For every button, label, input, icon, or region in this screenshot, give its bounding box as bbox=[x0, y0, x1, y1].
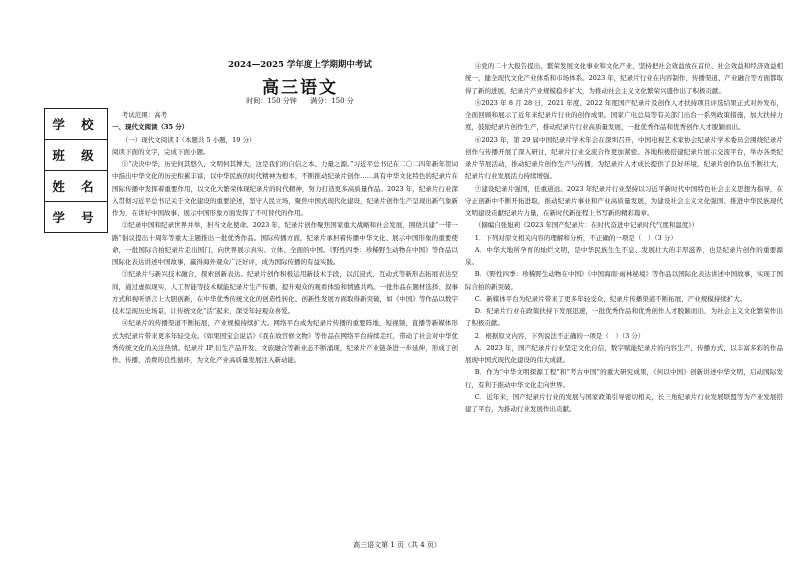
binding-school: 学 校 bbox=[44, 108, 108, 139]
passage-paragraph: ④纪录片的传播渠道不断拓展，产业规模持续扩大。网络平台成为纪录片传播的重要阵地，短视频、直播等新媒体形式为纪录片带来更多年轻受众。《如果国宝会说话》《我在故宫修文物》等作品在网络平台持续走红，带动了社会对中华优秀传统文化的关注热情。纪录片 IP 衍生产品开发、文旅融合等新业态不断涌现，纪录片产业链条进一步延伸，形成了创作、传播、消费的良性循环，为文化产业高质量发展注入新动能。 bbox=[112, 319, 458, 364]
binding-strip bbox=[44, 108, 108, 233]
question-1-option-a: A．中华大地所孕育的灿烂文明，是中华民族生生不息、发展壮大的丰厚滋养，也是纪录片创作的重要源泉。 bbox=[465, 245, 783, 266]
passage-paragraph: ②纪录中国和纪录世界并举，担当文化使命。2023 年，纪录片创作聚焦国家重大战略和社会发展，围绕共建“一带一路”倡议提出十周年等重大主题推出一批优秀作品。国际传播方面，纪录片承担着传播中华文化、展示中国形象的重要使命，一批国际合拍纪录片走出国门，向世界展示真实、立体、全面的中国。《野性四季：珍稀野生动物在中国》等作品以国际化表达讲述中国故事，赢得海外观众广泛好评，成为国际传播的有益实践。 bbox=[112, 221, 458, 266]
passage-source: （摘编自张旭莉《2023 年国产纪录片：在时代奋进中记录时代气度和温度》） bbox=[474, 221, 699, 230]
exam-scope: 考试范围：高考 bbox=[121, 111, 168, 119]
question-2-option-b: B．作为“中华文明探源工程”和“考古中国”的重大研究成果，《何以中国》创新讲述中华文明，启动国际发行，有利于推动中华文化走向世界。 bbox=[465, 368, 783, 389]
page-footer: 高三语文第 1 页（共 4 页） bbox=[353, 541, 441, 549]
exam-title: 2024—2025 学年度上学期期中考试 bbox=[228, 60, 372, 70]
time-label: 时间：150 分钟 bbox=[246, 97, 297, 105]
question-2: 2．根据原文内容，下列说法不正确的一项是（ ）（3 分） bbox=[474, 331, 645, 340]
section-heading: 一、现代文阅读（35 分） bbox=[112, 123, 189, 132]
binding-id: 学 号 bbox=[44, 201, 108, 233]
subsection-heading: （一）现代文阅读 I（本题共 5 小题，19 分） bbox=[121, 135, 256, 144]
question-1-option-d: D．纪录片行业在政策扶持下发展迅速，一批优秀作品和优秀创作人才脱颖而出，为社会主义文化繁荣作出了积极贡献。 bbox=[465, 307, 783, 328]
score-label: 满分：150 分 bbox=[310, 97, 354, 105]
question-1: 1．下列对原文相关内容的理解和分析，不正确的一项是（ ）（3 分） bbox=[474, 233, 677, 242]
exam-info bbox=[200, 96, 400, 106]
question-2-option-a: A．2023 年，国产纪录片行业坚定文化自信，数字赋能纪录片的内容生产、传播方式，以丰富多彩的作品展现中国式现代化建设的伟大成就。 bbox=[465, 343, 783, 364]
passage-paragraph: ③纪录片与新兴技术融合，探索创新表达。纪录片创作积极运用新技术手段，以沉浸式、互动式等新形态拓展表达空间，通过虚拟现实、人工智能等技术赋能纪录片生产传播，提升观众的观看体验和情感共鸣。一批作品在题材选择、叙事方式和视听语言上大胆创新，在中华优秀传统文化的创造性转化、创新性发展方面取得新突破，如《中国》等作品以数字技术呈现历史场景，让传统文化“活”起来，深受年轻观众喜爱。 bbox=[112, 270, 458, 315]
binding-class: 班 级 bbox=[44, 139, 108, 170]
right-column bbox=[465, 60, 783, 415]
question-1-option-c: C．新媒体平台为纪录片带来了更多年轻受众，纪录片传播渠道不断拓展，产业规模持续扩大。 bbox=[474, 294, 747, 303]
left-column bbox=[112, 109, 458, 366]
passage-paragraph: ⑦建设纪录片强国，任重道远。2023 年纪录片行业坚持以习近平新时代中国特色社会主义思想为指导，在守正创新中不断开拓进取，推动纪录片事业和产业高质量发展，为建设社会主义文化强国、推进中华民族现代文明建设贡献纪录片力量，在新时代新征程上书写新的精彩篇章。 bbox=[465, 184, 783, 217]
subject-title: 高三语文 bbox=[262, 78, 338, 98]
question-2-option-c: C．近年来，国产纪录片行业的发展与国家政策引导密切相关，长三角纪录片行业发展联盟等为产业发展搭建了平台，为推动行业发展作出贡献。 bbox=[465, 392, 783, 413]
passage-paragraph: ①“决决中华，历史何其悠久，文明何其博大，这是我们的自信之本、力量之源。”习近平总书记在二〇二四年新年贺词中指出中华文化的历史积累丰富，以中华民族的时代精神为根本，不断推动纪录片创作……具有中华文化特色的纪录片在国际传播中发挥着重要作用，以文化大繁荣体现纪录片的时代精神，努力打造更多高质量作品。2023 年，纪录片行业深入贯彻习近平总书记关于文化建设的重要论述，坚守人民立场，聚焦中国式现代化建设，纪录片创作生产呈现出新气象新作为，在讲好中国故事、展示中国形象方面发挥了不可替代的作用。 bbox=[112, 160, 458, 217]
binding-name: 姓 名 bbox=[44, 170, 108, 201]
passage-paragraph: ⑥2023 年，第 29 届中国纪录片学术年会在深圳召开，中国电视艺术家协会纪录片学术委员会围绕纪录片创作与传播开展了深入研讨，纪录片行业交流合作更加紧密。各地积极搭建纪录片展示交流平台，举办各类纪录片节展活动，推动纪录片创作生产与传播，为纪录片人才成长提供了良好环境，纪录片创作队伍不断壮大，纪录片行业发展活力持续增强。 bbox=[465, 135, 783, 181]
reading-instruction: 阅读下面的文字，完成下面小题。 bbox=[112, 147, 210, 156]
question-1-option-b: B．《野性四季：珍稀野生动物在中国》《中国海南·雨林秘境》等作品以国际化表达讲述中国故事，实现了国际合拍的新突破。 bbox=[465, 270, 783, 291]
passage-paragraph: ⑤2023 年 8 月 28 日，2021 年度、2022 年度国产纪录片及创作人才扶持项目评选结果正式对外发布，全面回顾和展示了近年来纪录片行业的创作成果。国家广电总局等有关部门出台一系列政策措施，加大扶持力度，鼓励纪录片创作生产，推动纪录片行业高质量发展，一批优秀作品和优秀创作人才脱颖而出。 bbox=[465, 98, 783, 132]
passage-paragraph: ④党的二十大报告提出，繁荣发展文化事业和文化产业，坚持把社会效益放在首位、社会效益和经济效益相统一，健全现代文化产业体系和市场体系。2023 年，纪录片行业在内容制作、传播渠道、产业融合等方面都取得了新的进展，纪录片产业规模稳步扩大，为推动社会主义文化繁荣兴盛作出了积极贡献。 bbox=[465, 62, 783, 95]
